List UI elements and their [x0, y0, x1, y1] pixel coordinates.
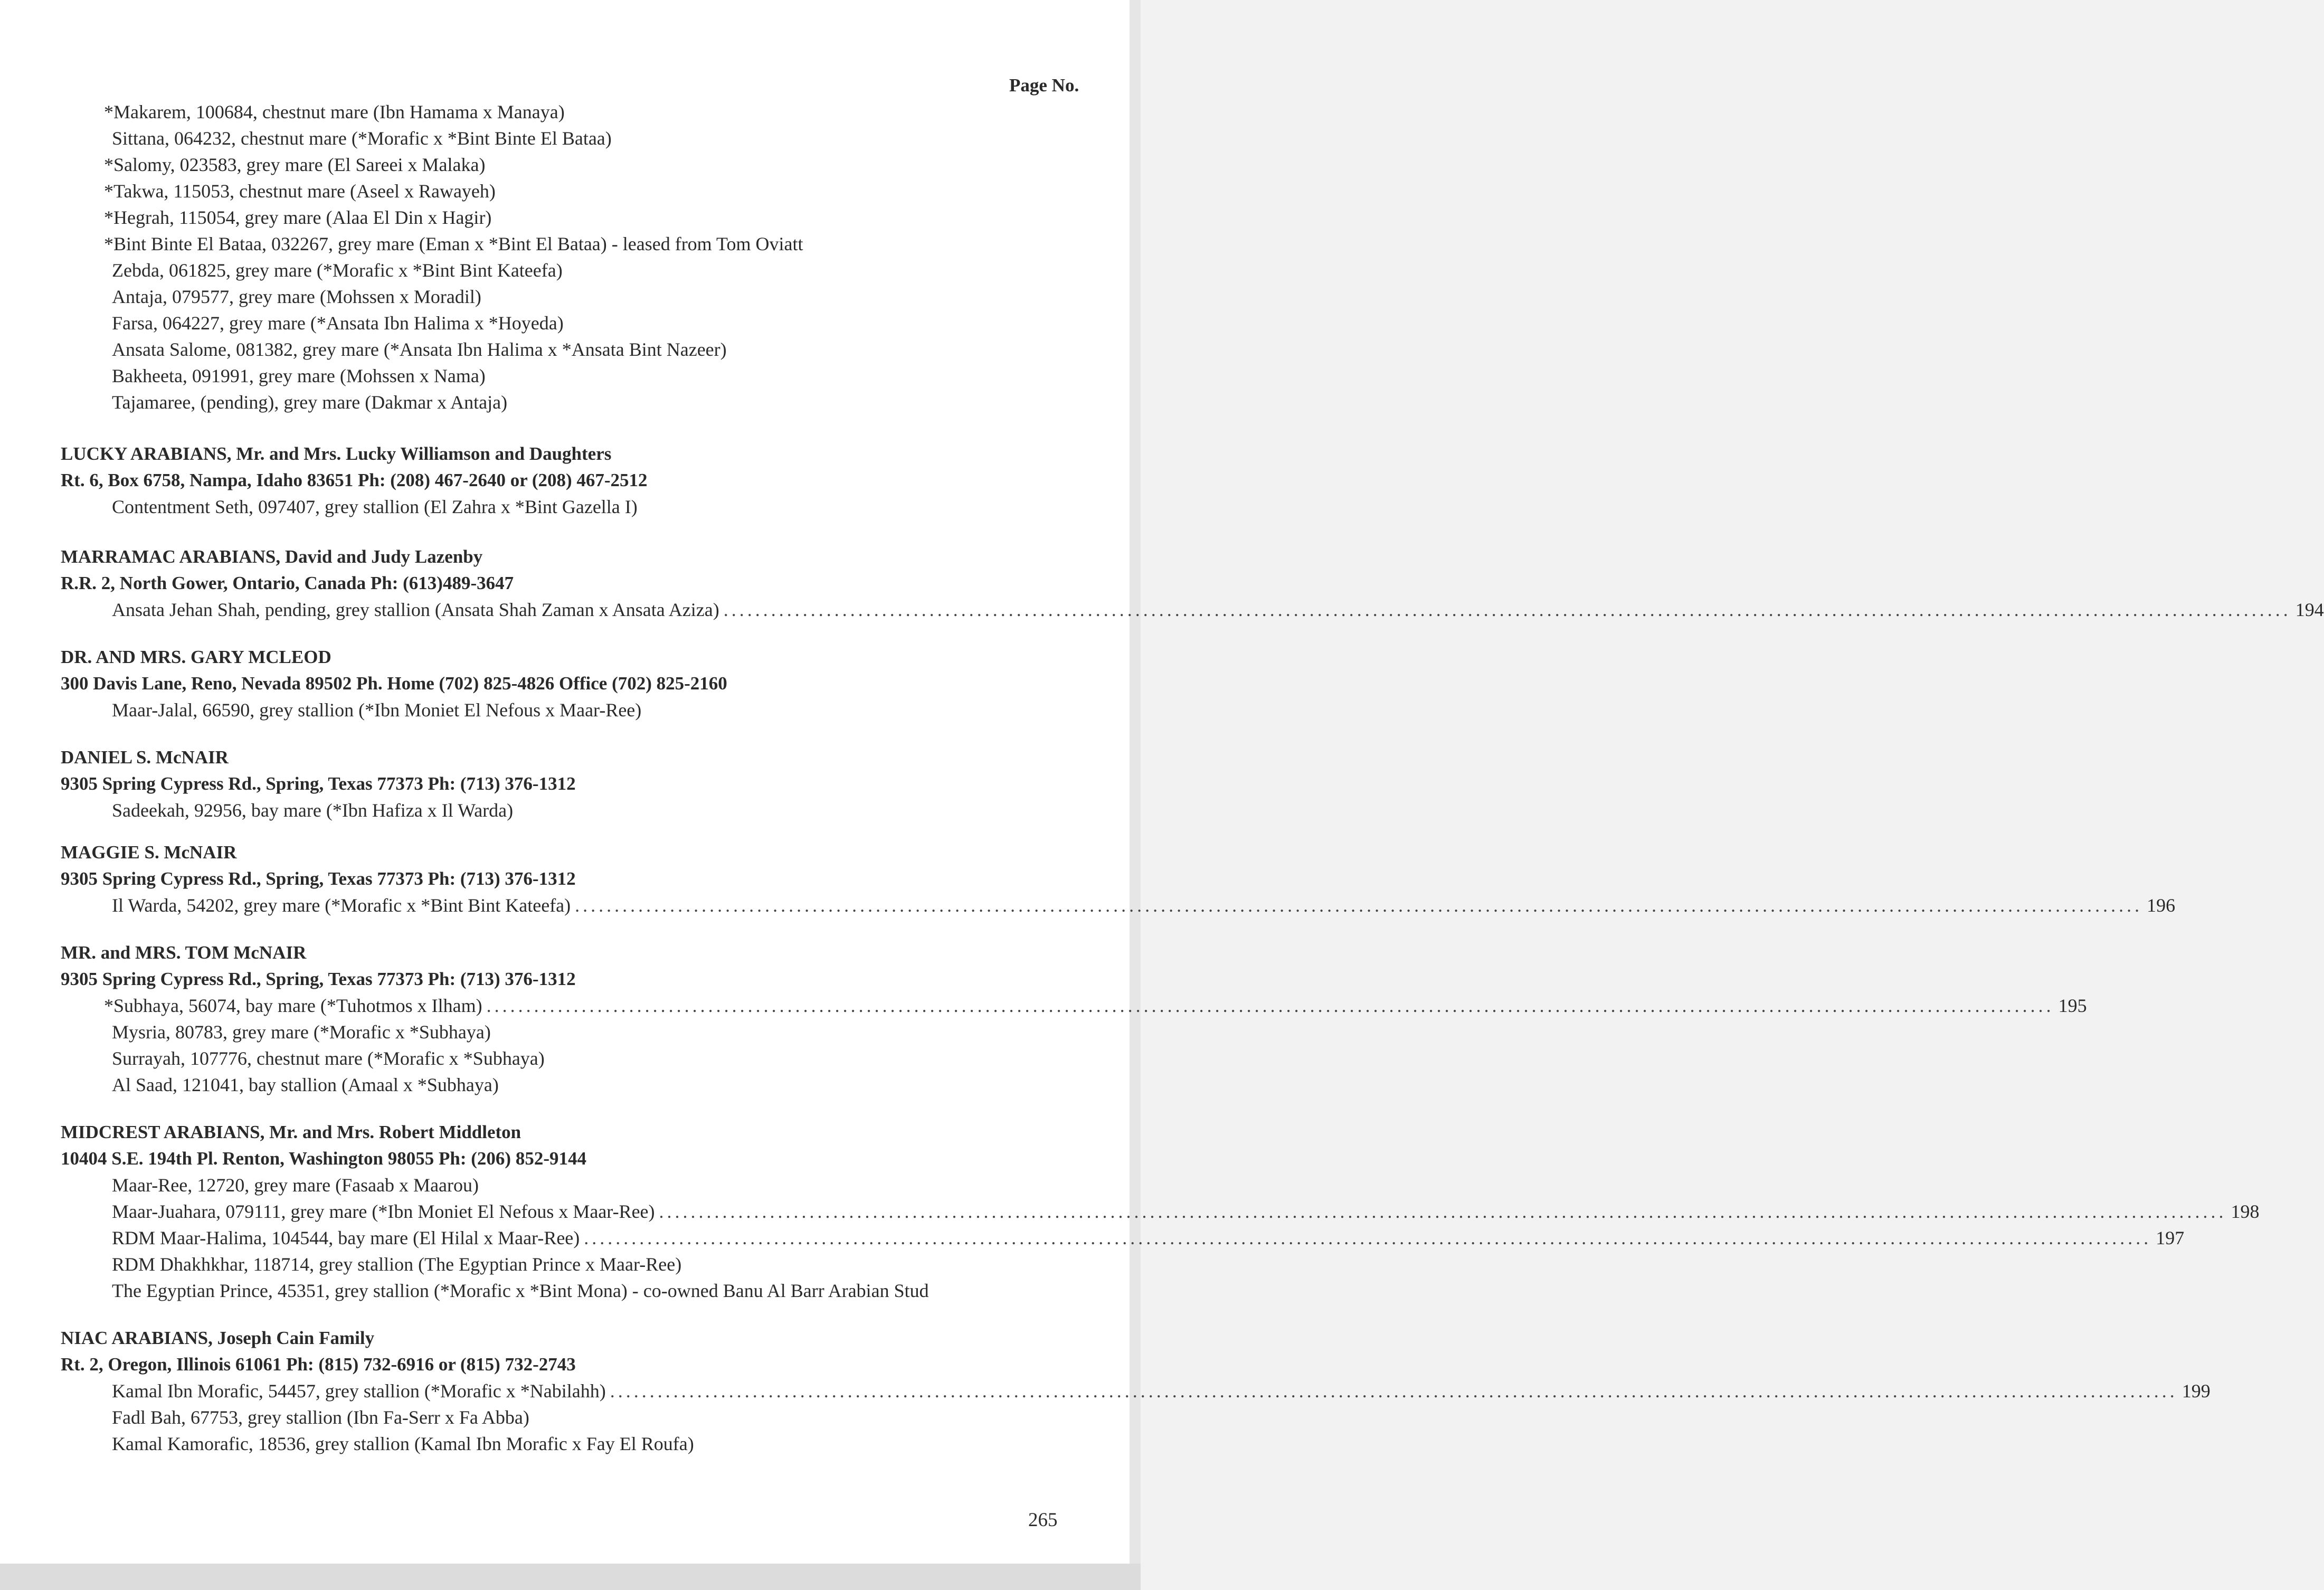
horse-entry-text: Il Warda, 54202, grey mare (*Morafic x *Bint Bint Kateefa) [112, 895, 571, 916]
horse-entry: RDM Dhakhkhar, 118714, grey stallion (The Egyptian Prince x Maar-Ree) [112, 1254, 682, 1275]
owner-address: 9305 Spring Cypress Rd., Spring, Texas 77373 Ph: (713) 376-1312 [61, 868, 576, 889]
owner-name: LUCKY ARABIANS, Mr. and Mrs. Lucky Williamson and Daughters [61, 443, 612, 464]
owner-name: MAGGIE S. McNAIR [61, 842, 237, 863]
horse-entry-text: Ansata Jehan Shah, pending, grey stallion (Ansata Shah Zaman x Ansata Aziza) [112, 599, 719, 620]
page-edge-right [1130, 0, 1141, 1590]
horse-entry: Antaja, 079577, grey mare (Mohssen x Moradil) [112, 286, 481, 307]
horse-page-ref: 195 [2058, 995, 2087, 1016]
horse-entry [112, 1226, 2185, 1250]
page-number: 265 [1028, 1509, 1058, 1531]
dot-leader: ...................................................................................................................................................................................................... [486, 995, 2054, 1016]
horse-entry: Ansata Salome, 081382, grey mare (*Ansata Ibn Halima x *Ansata Bint Nazeer) [112, 339, 727, 360]
dot-leader: ...................................................................................................................................................................................................... [659, 1201, 2227, 1222]
horse-entry: Farsa, 064227, grey mare (*Ansata Ibn Halima x *Hoyeda) [112, 313, 564, 334]
horse-entry: Mysria, 80783, grey mare (*Morafic x *Subhaya) [112, 1021, 491, 1043]
horse-entry-text: RDM Maar-Halima, 104544, bay mare (El Hilal x Maar-Ree) [112, 1227, 580, 1248]
owner-address: 9305 Spring Cypress Rd., Spring, Texas 77373 Ph: (713) 376-1312 [61, 773, 576, 794]
horse-page-ref: 194 [2295, 599, 2324, 620]
horse-entry: Fadl Bah, 67753, grey stallion (Ibn Fa-Serr x Fa Abba) [112, 1407, 529, 1428]
horse-entry [112, 1379, 2211, 1403]
horse-entry: Maar-Jalal, 66590, grey stallion (*Ibn Moniet El Nefous x Maar-Ree) [112, 699, 642, 721]
owner-name: MR. and MRS. TOM McNAIR [61, 942, 307, 963]
horse-entry: *Hegrah, 115054, grey mare (Alaa El Din x Hagir) [104, 207, 492, 228]
horse-entry: Surrayah, 107776, chestnut mare (*Morafic x *Subhaya) [112, 1048, 545, 1069]
horse-page-ref: 198 [2231, 1201, 2260, 1222]
owner-address: 9305 Spring Cypress Rd., Spring, Texas 77373 Ph: (713) 376-1312 [61, 969, 576, 989]
horse-entry [112, 1200, 2260, 1223]
owner-name: MARRAMAC ARABIANS, David and Judy Lazenby [61, 546, 483, 567]
horse-entry: Tajamaree, (pending), grey mare (Dakmar x Antaja) [112, 392, 508, 413]
horse-entry [104, 994, 2087, 1017]
dot-leader: ...................................................................................................................................................................................................... [610, 1380, 2178, 1402]
horse-page-ref: 199 [2181, 1380, 2211, 1402]
page-no-label: Page No. [1009, 75, 1079, 96]
horse-entry: The Egyptian Prince, 45351, grey stallion (*Morafic x *Bint Mona) - co-owned Banu Al Barr Arabian Stud [112, 1280, 929, 1301]
horse-entry: Contentment Seth, 097407, grey stallion (El Zahra x *Bint Gazella I) [112, 496, 638, 517]
horse-entry-text: *Subhaya, 56074, bay mare (*Tuhotmos x Ilham) [104, 995, 482, 1016]
horse-entry: Kamal Kamorafic, 18536, grey stallion (Kamal Ibn Morafic x Fay El Roufa) [112, 1433, 694, 1454]
horse-entry-text: Kamal Ibn Morafic, 54457, grey stallion (*Morafic x *Nabilahh) [112, 1380, 606, 1402]
horse-entry: Maar-Ree, 12720, grey mare (Fasaab x Maarou) [112, 1175, 479, 1196]
owner-address: Rt. 2, Oregon, Illinois 61061 Ph: (815) 732-6916 or (815) 732-2743 [61, 1354, 576, 1375]
horse-entry [112, 894, 2176, 917]
dot-leader: ...................................................................................................................................................................................................... [575, 895, 2143, 916]
owner-address: Rt. 6, Box 6758, Nampa, Idaho 83651 Ph: (208) 467-2640 or (208) 467-2512 [61, 470, 648, 490]
horse-entry: Bakheeta, 091991, grey mare (Mohssen x Nama) [112, 365, 486, 386]
owner-name: DANIEL S. McNAIR [61, 747, 229, 768]
horse-entry: *Makarem, 100684, chestnut mare (Ibn Hamama x Manaya) [104, 101, 565, 122]
owner-address: R.R. 2, North Gower, Ontario, Canada Ph: (613)489-3647 [61, 573, 514, 593]
horse-entry [112, 598, 2324, 621]
owner-name: MIDCREST ARABIANS, Mr. and Mrs. Robert Middleton [61, 1122, 521, 1142]
owner-name: NIAC ARABIANS, Joseph Cain Family [61, 1328, 375, 1348]
owner-address: 300 Davis Lane, Reno, Nevada 89502 Ph. Home (702) 825-4826 Office (702) 825-2160 [61, 673, 727, 694]
horse-entry: Zebda, 061825, grey mare (*Morafic x *Bint Bint Kateefa) [112, 260, 563, 281]
horse-entry: Sittana, 064232, chestnut mare (*Morafic x *Bint Binte El Bataa) [112, 128, 612, 149]
page-edge-bottom [0, 1564, 1141, 1590]
horse-entry: Sadeekah, 92956, bay mare (*Ibn Hafiza x Il Warda) [112, 800, 514, 821]
owner-name: DR. AND MRS. GARY MCLEOD [61, 647, 331, 667]
horse-page-ref: 196 [2147, 895, 2176, 916]
horse-entry: *Salomy, 023583, grey mare (El Sareei x Malaka) [104, 154, 486, 175]
horse-page-ref: 197 [2156, 1227, 2185, 1248]
horse-entry: Al Saad, 121041, bay stallion (Amaal x *Subhaya) [112, 1074, 499, 1095]
horse-entry-text: Maar-Juahara, 079111, grey mare (*Ibn Moniet El Nefous x Maar-Ree) [112, 1201, 655, 1222]
dot-leader: ...................................................................................................................................................................................................... [723, 599, 2291, 620]
horse-entry: *Takwa, 115053, chestnut mare (Aseel x Rawayeh) [104, 181, 496, 202]
horse-entry: *Bint Binte El Bataa, 032267, grey mare (Eman x *Bint El Bataa) - leased from Tom Oviatt [104, 233, 803, 254]
dot-leader: ...................................................................................................................................................................................................... [584, 1227, 2152, 1248]
owner-address: 10404 S.E. 194th Pl. Renton, Washington 98055 Ph: (206) 852-9144 [61, 1148, 586, 1169]
